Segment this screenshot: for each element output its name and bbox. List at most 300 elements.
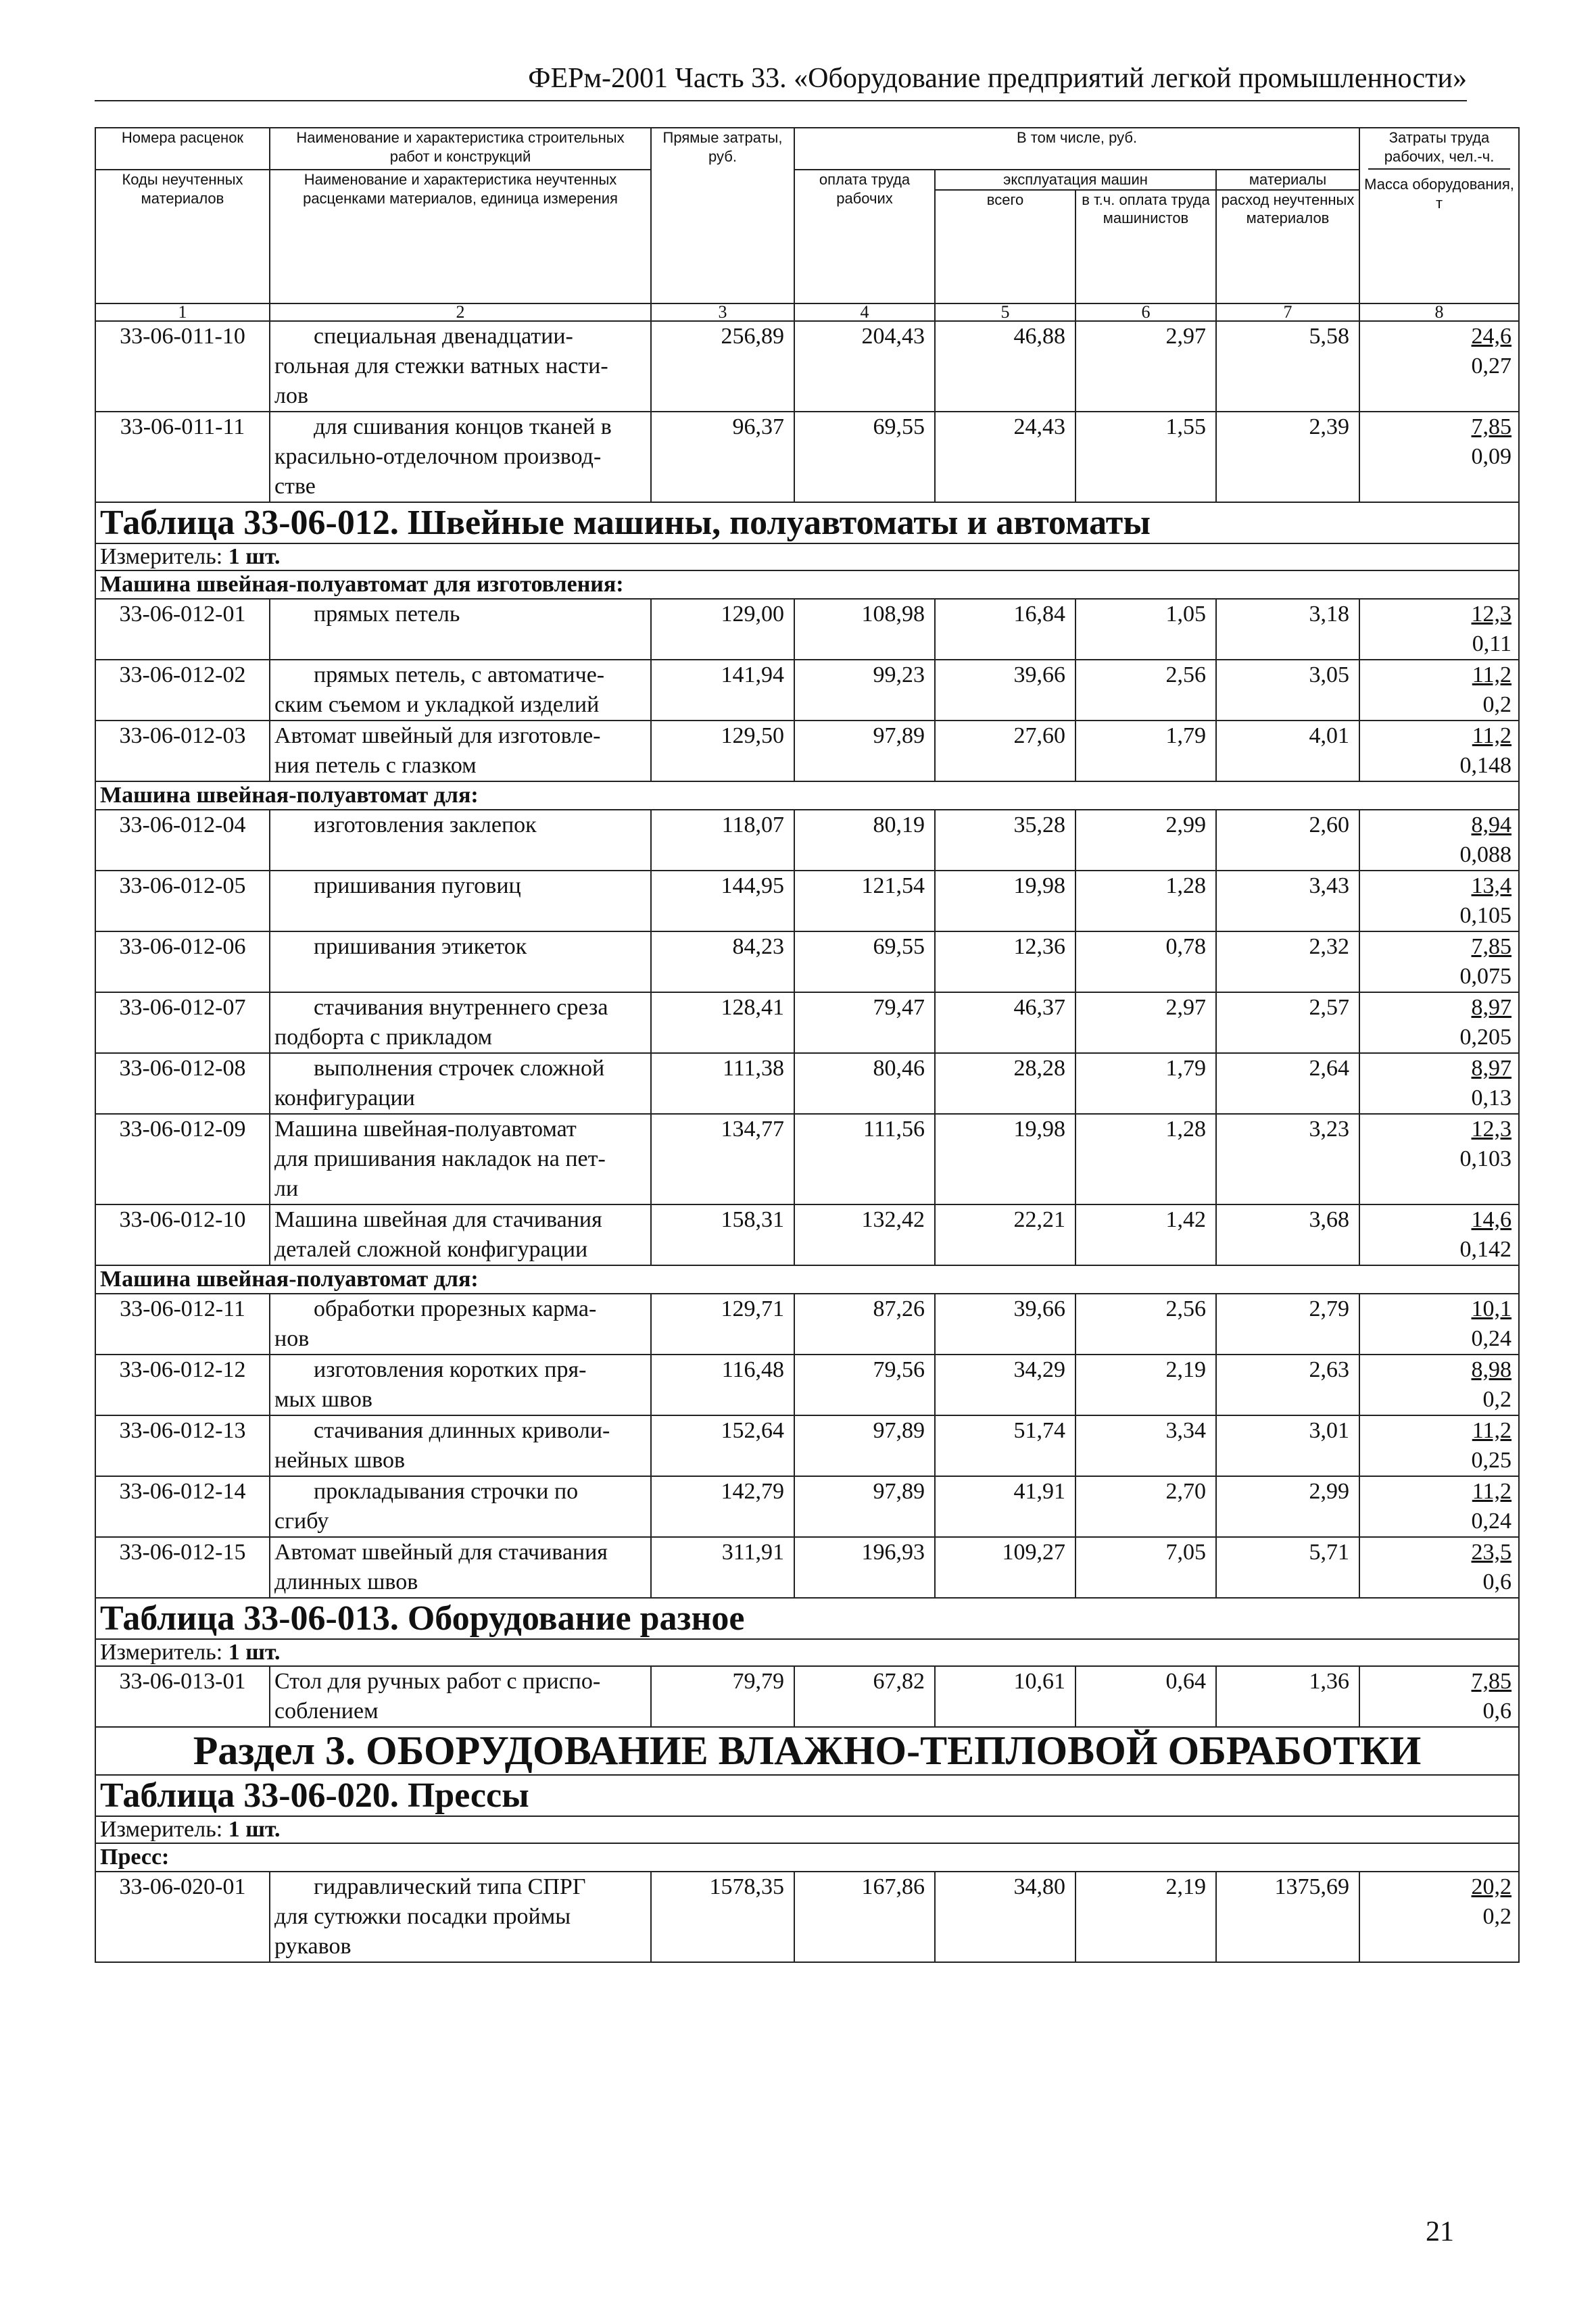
table-title: Таблица 33-06-012. Швейные машины, полуавтоматы и автоматы [95,502,1519,543]
table-row [95,721,1519,781]
rate-code: 33-06-012-09 [95,1114,270,1204]
work-description [270,1476,651,1537]
description-line: гольная для стежки ватных насти- [274,353,608,379]
value-direct: 79,79 [651,1666,794,1727]
group-subheading: Машина швейная-полуавтомат для: [95,1265,1519,1294]
equipment-mass-value: 0,2 [1482,1386,1512,1412]
description-line: соблением [274,1698,379,1724]
group-subheading-row [95,781,1519,810]
value-materials: 3,23 [1216,1114,1359,1204]
labor-costs-value: 8,97 [1471,994,1512,1020]
value-machinists: 1,42 [1075,1204,1216,1265]
labor-costs-value: 20,2 [1471,1874,1512,1899]
value-materials: 2,32 [1216,931,1359,992]
measure-label: Измеритель: [100,543,223,569]
rate-code: 33-06-012-06 [95,931,270,992]
labor-costs-value: 8,97 [1471,1055,1512,1081]
equipment-mass-value: 0,09 [1471,443,1512,469]
equipment-mass-value: 0,6 [1482,1569,1512,1594]
value-direct: 141,94 [651,660,794,721]
header-worker-pay: оплата труда рабочих [794,170,935,303]
equipment-mass-value: 0,142 [1459,1236,1512,1262]
labor-mass-cell [1359,1053,1519,1114]
description-line: Машина швейная-полуавтомат [274,1116,577,1142]
description-line: нейных швов [274,1447,406,1473]
value-machinists: 2,97 [1075,321,1216,412]
value-machines-total: 39,66 [935,1294,1075,1355]
description-line: Автомат швейный для изготовле- [274,723,601,748]
equipment-mass-value: 0,2 [1482,1903,1512,1929]
rate-code: 33-06-012-10 [95,1204,270,1265]
description-line: обработки прорезных карма- [314,1296,597,1321]
labor-mass-cell [1359,1114,1519,1204]
description-line: прокладывания строчки по [314,1478,579,1504]
work-description [270,1114,651,1204]
labor-mass-cell [1359,721,1519,781]
value-machinists: 2,56 [1075,660,1216,721]
labor-costs-value: 7,85 [1471,933,1512,959]
rates-table [95,127,1520,1963]
value-machinists: 2,19 [1075,1355,1216,1415]
value-machinists: 2,99 [1075,810,1216,871]
value-machinists: 1,79 [1075,1053,1216,1114]
value-machines-total: 19,98 [935,871,1075,931]
value-labor-pay: 132,42 [794,1204,935,1265]
labor-costs-value: 11,2 [1472,662,1512,687]
work-description [270,321,651,412]
value-machinists: 0,64 [1075,1666,1216,1727]
labor-costs-value: 8,98 [1471,1357,1512,1382]
value-labor-pay: 97,89 [794,1476,935,1537]
value-machines-total: 109,27 [935,1537,1075,1598]
equipment-mass-value: 0,27 [1471,353,1512,379]
work-description [270,660,651,721]
value-materials: 3,43 [1216,871,1359,931]
value-materials: 3,18 [1216,599,1359,660]
equipment-mass-value: 0,088 [1459,842,1512,867]
value-materials: 2,57 [1216,992,1359,1053]
value-materials: 2,63 [1216,1355,1359,1415]
value-labor-pay: 99,23 [794,660,935,721]
page-number: 21 [1426,2216,1454,2247]
column-number: 3 [651,303,794,321]
header-machines-total: всего [935,190,1075,303]
value-direct: 96,37 [651,412,794,502]
work-description [270,1872,651,1962]
table-row [95,1053,1519,1114]
table-row [95,660,1519,721]
equipment-mass-value: 0,25 [1471,1447,1512,1473]
table-row [95,412,1519,502]
description-line: для сшивания концов тканей в [314,414,612,439]
table-row [95,1537,1519,1598]
labor-costs-value: 7,85 [1471,414,1512,439]
header-material-codes: Коды неучтенных материалов [95,170,270,303]
value-machinists: 2,19 [1075,1872,1216,1962]
table-title-row [95,502,1519,543]
value-labor-pay: 80,46 [794,1053,935,1114]
measure-unit-row [95,1639,1519,1666]
value-direct: 1578,35 [651,1872,794,1962]
group-subheading-row [95,1265,1519,1294]
description-line: пришивания этикеток [314,933,527,959]
table-row [95,1114,1519,1204]
value-direct: 129,00 [651,599,794,660]
rate-code: 33-06-011-11 [95,412,270,502]
work-description [270,810,651,871]
description-line: сгибу [274,1508,329,1534]
rate-code: 33-06-012-01 [95,599,270,660]
table-row [95,1666,1519,1727]
description-line: для пришивания накладок на пет- [274,1146,606,1171]
work-description [270,1053,651,1114]
equipment-mass-value: 0,105 [1459,902,1512,928]
header-labor-mass [1359,128,1519,303]
labor-mass-cell [1359,599,1519,660]
value-materials: 5,58 [1216,321,1359,412]
description-line: изготовления заклепок [314,812,537,837]
rate-code: 33-06-012-12 [95,1355,270,1415]
equipment-mass-value: 0,6 [1482,1698,1512,1724]
labor-mass-cell [1359,321,1519,412]
column-number: 1 [95,303,270,321]
value-materials: 1375,69 [1216,1872,1359,1962]
header-work-name: Наименование и характеристика строительных работ и конструкций [270,128,651,170]
value-machines-total: 12,36 [935,931,1075,992]
labor-costs-value: 12,3 [1471,1116,1512,1142]
rate-code: 33-06-013-01 [95,1666,270,1727]
value-machinists: 7,05 [1075,1537,1216,1598]
value-materials: 2,39 [1216,412,1359,502]
work-description [270,1666,651,1727]
value-labor-pay: 121,54 [794,871,935,931]
section-heading: Раздел 3. ОБОРУДОВАНИЕ ВЛАЖНО-ТЕПЛОВОЙ ОБРАБОТКИ [95,1727,1519,1775]
column-number: 7 [1216,303,1359,321]
value-machines-total: 39,66 [935,660,1075,721]
table-row [95,1355,1519,1415]
value-materials: 2,79 [1216,1294,1359,1355]
value-labor-pay: 69,55 [794,931,935,992]
group-subheading-row [95,570,1519,599]
equipment-mass-value: 0,205 [1459,1024,1512,1050]
value-labor-pay: 69,55 [794,412,935,502]
column-number: 8 [1359,303,1519,321]
header-machine-operation: эксплуатация машин [935,170,1216,190]
value-machines-total: 51,74 [935,1415,1075,1476]
value-labor-pay: 67,82 [794,1666,935,1727]
measure-label: Измеритель: [100,1639,223,1665]
value-machinists: 1,28 [1075,1114,1216,1204]
labor-mass-cell [1359,1476,1519,1537]
labor-costs-value: 24,6 [1471,323,1512,349]
group-subheading: Пресс: [95,1843,1519,1872]
labor-costs-value: 13,4 [1471,873,1512,898]
column-number: 4 [794,303,935,321]
measure-unit [95,1816,1519,1843]
labor-mass-cell [1359,871,1519,931]
value-machinists: 0,78 [1075,931,1216,992]
description-line: для сутюжки посадки проймы [274,1903,571,1929]
work-description [270,1204,651,1265]
value-materials: 4,01 [1216,721,1359,781]
labor-costs-value: 23,5 [1471,1539,1512,1565]
rate-code: 33-06-012-03 [95,721,270,781]
table-row [95,599,1519,660]
value-direct: 142,79 [651,1476,794,1537]
table-title: Таблица 33-06-020. Прессы [95,1775,1519,1816]
labor-mass-cell [1359,660,1519,721]
group-subheading: Машина швейная-полуавтомат для: [95,781,1519,810]
value-machines-total: 16,84 [935,599,1075,660]
rate-code: 33-06-012-07 [95,992,270,1053]
work-description [270,1294,651,1355]
work-description [270,931,651,992]
labor-mass-cell [1359,1355,1519,1415]
value-machines-total: 27,60 [935,721,1075,781]
description-line: пришивания пуговиц [314,873,521,898]
work-description [270,599,651,660]
group-subheading-row [95,1843,1519,1872]
value-machines-total: 41,91 [935,1476,1075,1537]
value-machinists: 3,34 [1075,1415,1216,1476]
value-materials: 2,64 [1216,1053,1359,1114]
description-line: стачивания длинных криволи- [314,1417,610,1443]
value-machines-total: 22,21 [935,1204,1075,1265]
value-direct: 111,38 [651,1053,794,1114]
work-description [270,721,651,781]
measure-value: 1 шт. [228,1816,281,1842]
value-labor-pay: 97,89 [794,721,935,781]
description-line: выполнения строчек сложной [314,1055,605,1081]
description-line: ским съемом и укладкой изделий [274,691,600,717]
table-row [95,321,1519,412]
value-materials: 2,60 [1216,810,1359,871]
table-title: Таблица 33-06-013. Оборудование разное [95,1598,1519,1639]
value-machinists: 2,56 [1075,1294,1216,1355]
value-labor-pay: 111,56 [794,1114,935,1204]
value-labor-pay: 204,43 [794,321,935,412]
header-machinist-pay: в т.ч. оплата труда машинистов [1075,190,1216,303]
description-line: длинных швов [274,1569,418,1594]
rate-code: 33-06-012-05 [95,871,270,931]
table-body [95,128,1519,1962]
value-direct: 129,50 [651,721,794,781]
labor-costs-value: 11,2 [1472,1478,1512,1504]
table-row [95,1204,1519,1265]
header-materials: материалы [1216,170,1359,190]
table-row [95,1872,1519,1962]
value-materials: 2,99 [1216,1476,1359,1537]
table-title-row [95,1775,1519,1816]
equipment-mass-value: 0,13 [1471,1085,1512,1111]
value-machinists: 2,97 [1075,992,1216,1053]
value-machines-total: 10,61 [935,1666,1075,1727]
value-direct: 152,64 [651,1415,794,1476]
rate-code: 33-06-012-13 [95,1415,270,1476]
description-line: нов [274,1325,310,1351]
value-machines-total: 34,80 [935,1872,1075,1962]
value-machinists: 2,70 [1075,1476,1216,1537]
column-number: 6 [1075,303,1216,321]
rate-code: 33-06-012-15 [95,1537,270,1598]
value-labor-pay: 167,86 [794,1872,935,1962]
value-direct: 128,41 [651,992,794,1053]
table-row [95,1476,1519,1537]
description-line: изготовления коротких пря- [314,1357,587,1382]
value-direct: 311,91 [651,1537,794,1598]
value-direct: 129,71 [651,1294,794,1355]
value-labor-pay: 80,19 [794,810,935,871]
labor-mass-cell [1359,1537,1519,1598]
description-line: ли [274,1175,299,1201]
description-line: прямых петель, с автоматиче- [314,662,605,687]
value-machinists: 1,28 [1075,871,1216,931]
measure-unit [95,543,1519,570]
description-line: лов [274,383,309,408]
header-row-2 [95,170,1519,190]
equipment-mass-value: 0,24 [1471,1508,1512,1534]
value-machines-total: 28,28 [935,1053,1075,1114]
rate-code: 33-06-012-02 [95,660,270,721]
labor-costs-value: 8,94 [1471,812,1512,837]
value-machines-total: 34,29 [935,1355,1075,1415]
table-row [95,931,1519,992]
work-description [270,1415,651,1476]
value-machines-total: 24,43 [935,412,1075,502]
table-row [95,1415,1519,1476]
labor-mass-cell [1359,1872,1519,1962]
value-machinists: 1,79 [1075,721,1216,781]
group-subheading: Машина швейная-полуавтомат для изготовления: [95,570,1519,599]
labor-costs-value: 7,85 [1471,1668,1512,1694]
description-line: деталей сложной конфигурации [274,1236,588,1262]
value-labor-pay: 196,93 [794,1537,935,1598]
measure-unit-row [95,1816,1519,1843]
header-rate-numbers: Номера расценок [95,128,270,170]
value-direct: 134,77 [651,1114,794,1204]
description-line: специальная двенадцатии- [314,323,573,349]
labor-costs-value: 11,2 [1472,1417,1512,1443]
rate-code: 33-06-020-01 [95,1872,270,1962]
table-title-row [95,1598,1519,1639]
value-labor-pay: 87,26 [794,1294,935,1355]
header-labor-costs: Затраты труда рабочих, чел.-ч. [1368,128,1510,170]
value-materials: 3,05 [1216,660,1359,721]
description-line: Машина швейная для стачивания [274,1207,602,1232]
value-labor-pay: 79,56 [794,1355,935,1415]
rate-code: 33-06-012-11 [95,1294,270,1355]
column-numbers-row [95,303,1519,321]
description-line: подборта с прикладом [274,1024,492,1050]
rate-code: 33-06-012-14 [95,1476,270,1537]
value-direct: 158,31 [651,1204,794,1265]
value-machinists: 1,05 [1075,599,1216,660]
description-line: рукавов [274,1933,352,1959]
rates-table-sheet [95,127,1518,1963]
value-machines-total: 46,37 [935,992,1075,1053]
work-description [270,412,651,502]
labor-mass-cell [1359,1294,1519,1355]
description-line: Автомат швейный для стачивания [274,1539,608,1565]
value-direct: 144,95 [651,871,794,931]
labor-mass-cell [1359,1415,1519,1476]
value-materials: 1,36 [1216,1666,1359,1727]
measure-unit [95,1639,1519,1666]
rate-code: 33-06-011-10 [95,321,270,412]
description-line: стачивания внутреннего среза [314,994,608,1020]
description-line: прямых петель [314,601,460,627]
measure-value: 1 шт. [228,1639,281,1665]
value-materials: 5,71 [1216,1537,1359,1598]
equipment-mass-value: 0,24 [1471,1325,1512,1351]
equipment-mass-value: 0,11 [1472,631,1512,656]
table-row [95,810,1519,871]
description-line: конфигурации [274,1085,415,1111]
work-description [270,992,651,1053]
header-equipment-mass: Масса оборудования, т [1364,176,1514,212]
value-labor-pay: 79,47 [794,992,935,1053]
value-labor-pay: 108,98 [794,599,935,660]
page-header: ФЕРм-2001 Часть 33. «Оборудование предприятий легкой промышленности» [95,62,1467,101]
section-heading-row [95,1727,1519,1775]
description-line: ния петель с глазком [274,752,477,778]
value-materials: 3,68 [1216,1204,1359,1265]
value-machines-total: 35,28 [935,810,1075,871]
header-material-consumption: расход неучтенных материалов [1216,190,1359,303]
value-machines-total: 19,98 [935,1114,1075,1204]
header-row-1 [95,128,1519,170]
measure-value: 1 шт. [228,543,281,569]
measure-label: Измеритель: [100,1816,223,1842]
labor-costs-value: 10,1 [1471,1296,1512,1321]
table-row [95,871,1519,931]
labor-mass-cell [1359,412,1519,502]
labor-costs-value: 11,2 [1472,723,1512,748]
rate-code: 33-06-012-08 [95,1053,270,1114]
equipment-mass-value: 0,2 [1482,691,1512,717]
value-direct: 116,48 [651,1355,794,1415]
value-direct: 256,89 [651,321,794,412]
table-row [95,992,1519,1053]
header-material-name: Наименование и характеристика неучтенных расценками материалов, единица измерения [270,170,651,303]
labor-mass-cell [1359,992,1519,1053]
description-line: красильно-отделочном производ- [274,443,602,469]
header-direct-costs: Прямые затраты, руб. [651,128,794,303]
labor-mass-cell [1359,931,1519,992]
equipment-mass-value: 0,075 [1459,963,1512,989]
column-number: 2 [270,303,651,321]
value-direct: 118,07 [651,810,794,871]
column-number: 5 [935,303,1075,321]
labor-costs-value: 12,3 [1471,601,1512,627]
work-description [270,1355,651,1415]
value-direct: 84,23 [651,931,794,992]
table-row [95,1294,1519,1355]
description-line: мых швов [274,1386,372,1412]
description-line: Стол для ручных работ с приспо- [274,1668,601,1694]
labor-mass-cell [1359,1666,1519,1727]
labor-mass-cell [1359,810,1519,871]
description-line: гидравлический типа СПРГ [314,1874,586,1899]
value-machinists: 1,55 [1075,412,1216,502]
measure-unit-row [95,543,1519,570]
value-labor-pay: 97,89 [794,1415,935,1476]
description-line: стве [274,473,316,499]
work-description [270,1537,651,1598]
rate-code: 33-06-012-04 [95,810,270,871]
equipment-mass-value: 0,148 [1459,752,1512,778]
value-materials: 3,01 [1216,1415,1359,1476]
